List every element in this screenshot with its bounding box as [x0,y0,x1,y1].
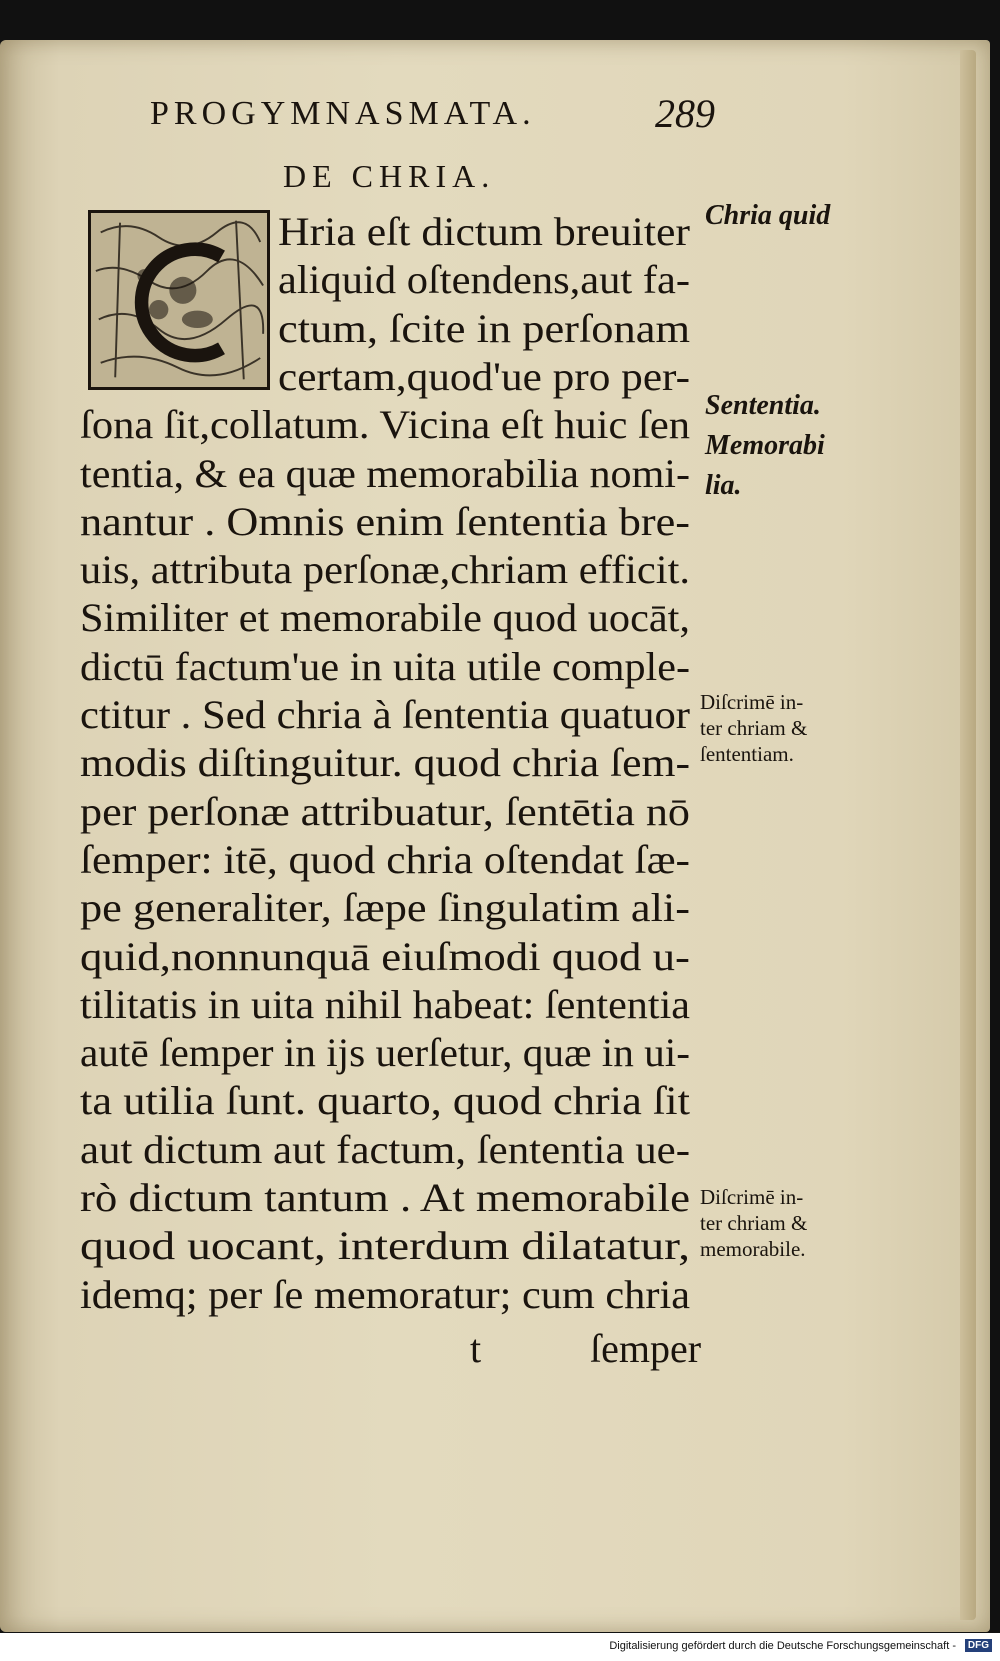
body-text-line: ſona ſit,collatum. Vicina eſt huic ſen [80,402,690,448]
body-text-line: dictū factum'ue in uita utile comple- [80,643,690,689]
woodcut-initial-image [91,213,267,387]
section-title: DE CHRIA. [283,158,496,194]
body-text-line: modis diſtinguitur. quod chria ſem- [80,740,690,786]
body-text-line: ctum, ſcite in perſonam [278,305,690,351]
margin-note: ter chriam & [700,716,808,740]
body-text-line: rò dictum tantum . At memorabile [80,1175,690,1220]
body-text-line: ta utilia ſunt. quarto, quod chria ſit [80,1078,690,1124]
body-text-line: Hria eſt dictum breuiter [278,209,690,254]
body-text-line: idemq; per ſe memoratur; cum chria [80,1271,690,1317]
dfg-logo: DFG [965,1639,992,1652]
body-text-line: quid,nonnunquā eiuſmodi quod u- [80,933,690,979]
body-text-line: pe generaliter, ſæpe ſingulatim ali- [80,885,690,931]
margin-note: Diſcrimē in- [700,1185,804,1209]
body-text-line: uis, attributa perſonæ,chriam efficit. [80,547,690,593]
margin-note: Sententia. [705,390,821,421]
body-text-line: ctitur . Sed chria à ſententia quatuor [80,692,690,737]
signature-mark: t [470,1326,482,1371]
margin-note: memorabile. [700,1237,806,1261]
margin-note: Memorabi [705,430,825,461]
body-text-line: per perſonæ attribuatur, ſentētia nō [80,788,690,834]
running-head: PROGYMNASMATA. [150,95,536,132]
catchword: ſemper [590,1326,702,1371]
margin-note: Diſcrimē in- [700,690,804,714]
decorated-initial-c-icon [88,210,270,390]
margin-note: ſententiam. [700,742,794,766]
body-text-line: tentia, & ea quæ memorabilia nomi- [80,450,690,496]
margin-note: ter chriam & [700,1211,808,1235]
page-number: 289 [655,91,715,136]
body-text-line: Similiter et memorabile quod uocāt, [80,595,690,641]
body-text-line: aut dictum aut factum, ſententia ue- [80,1126,690,1172]
body-text-line: tilitatis in uita nihil habeat: ſententia [80,981,690,1027]
body-text-line: aliquid oſtendens,aut fa- [278,257,690,303]
margin-note: lia. [705,470,742,501]
body-text-line: nantur . Omnis enim ſententia bre- [80,498,690,544]
body-text-line: ſemper: itē, quod chria oſtendat ſæ- [80,836,690,882]
body-text-line: quod uocant, interdum dilatatur, [80,1223,690,1269]
margin-note: Chria quid [705,200,831,231]
body-text-line: autē ſemper in ijs uerſetur, quæ in ui- [80,1030,690,1076]
body-text-line: certam,quod'ue pro per- [278,353,690,399]
page-edge [960,50,976,1620]
footer-credit: Digitalisierung gefördert durch die Deutsche Forschungsgemeinschaft - [609,1640,956,1652]
